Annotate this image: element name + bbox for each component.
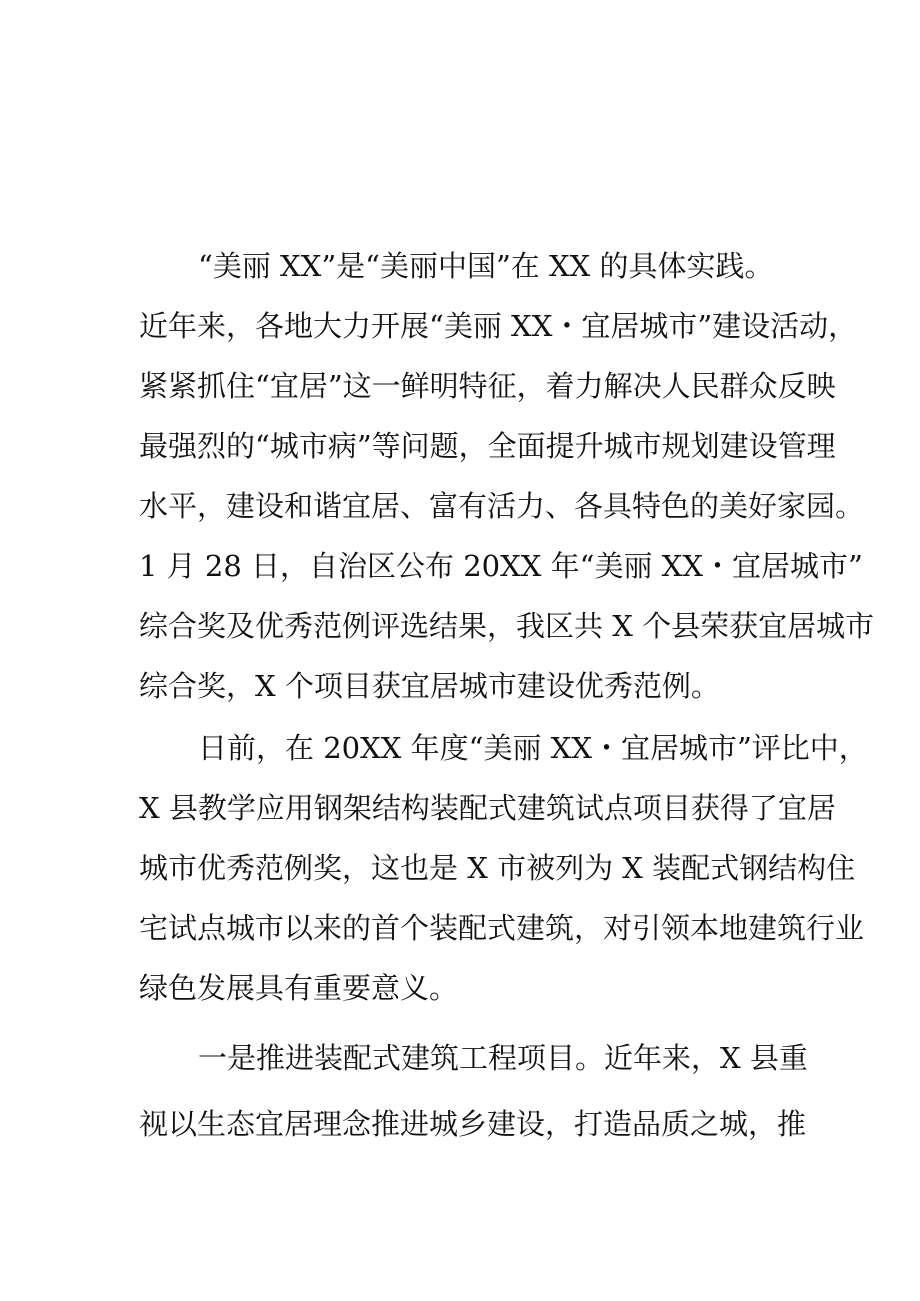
paragraph-line: 综合奖及优秀范例评选结果，我区共 X 个县荣获宜居城市	[139, 609, 875, 643]
paragraph-line: 一是推进装配式建筑工程项目。近年来，X 县重	[198, 1041, 808, 1075]
paragraph-line: 水平，建设和谐宜居、富有活力、各具特色的美好家园。	[139, 489, 865, 523]
paragraph-line: X 县教学应用钢架结构装配式建筑试点项目获得了宜居	[139, 791, 836, 825]
paragraph-line: 1 月 28 日，自治区公布 20XX 年“美丽 XX・宜居城市”	[139, 549, 863, 583]
paragraph-line: 日前，在 20XX 年度“美丽 XX・宜居城市”评比中，	[198, 731, 868, 765]
paragraph-line: 视以生态宜居理念推进城乡建设，打造品质之城，推	[139, 1107, 807, 1141]
paragraph-line: 城市优秀范例奖，这也是 X 市被列为 X 装配式钢结构住	[139, 851, 856, 885]
paragraph-line: 近年来，各地大力开展“美丽 XX・宜居城市”建设活动，	[139, 309, 858, 343]
paragraph-line: 最强烈的“城市病”等问题，全面提升城市规划建设管理	[139, 429, 836, 463]
paragraph-line: 紧紧抓住“宜居”这一鲜明特征，着力解决人民群众反映	[139, 369, 836, 403]
paragraph-line: 绿色发展具有重要意义。	[139, 971, 459, 1005]
paragraph-line: “美丽 XX”是“美丽中国”在 XX 的具体实践。	[198, 249, 774, 283]
paragraph-line: 宅试点城市以来的首个装配式建筑，对引领本地建筑行业	[139, 911, 865, 945]
paragraph-line: 综合奖，X 个项目获宜居城市建设优秀范例。	[139, 669, 720, 703]
